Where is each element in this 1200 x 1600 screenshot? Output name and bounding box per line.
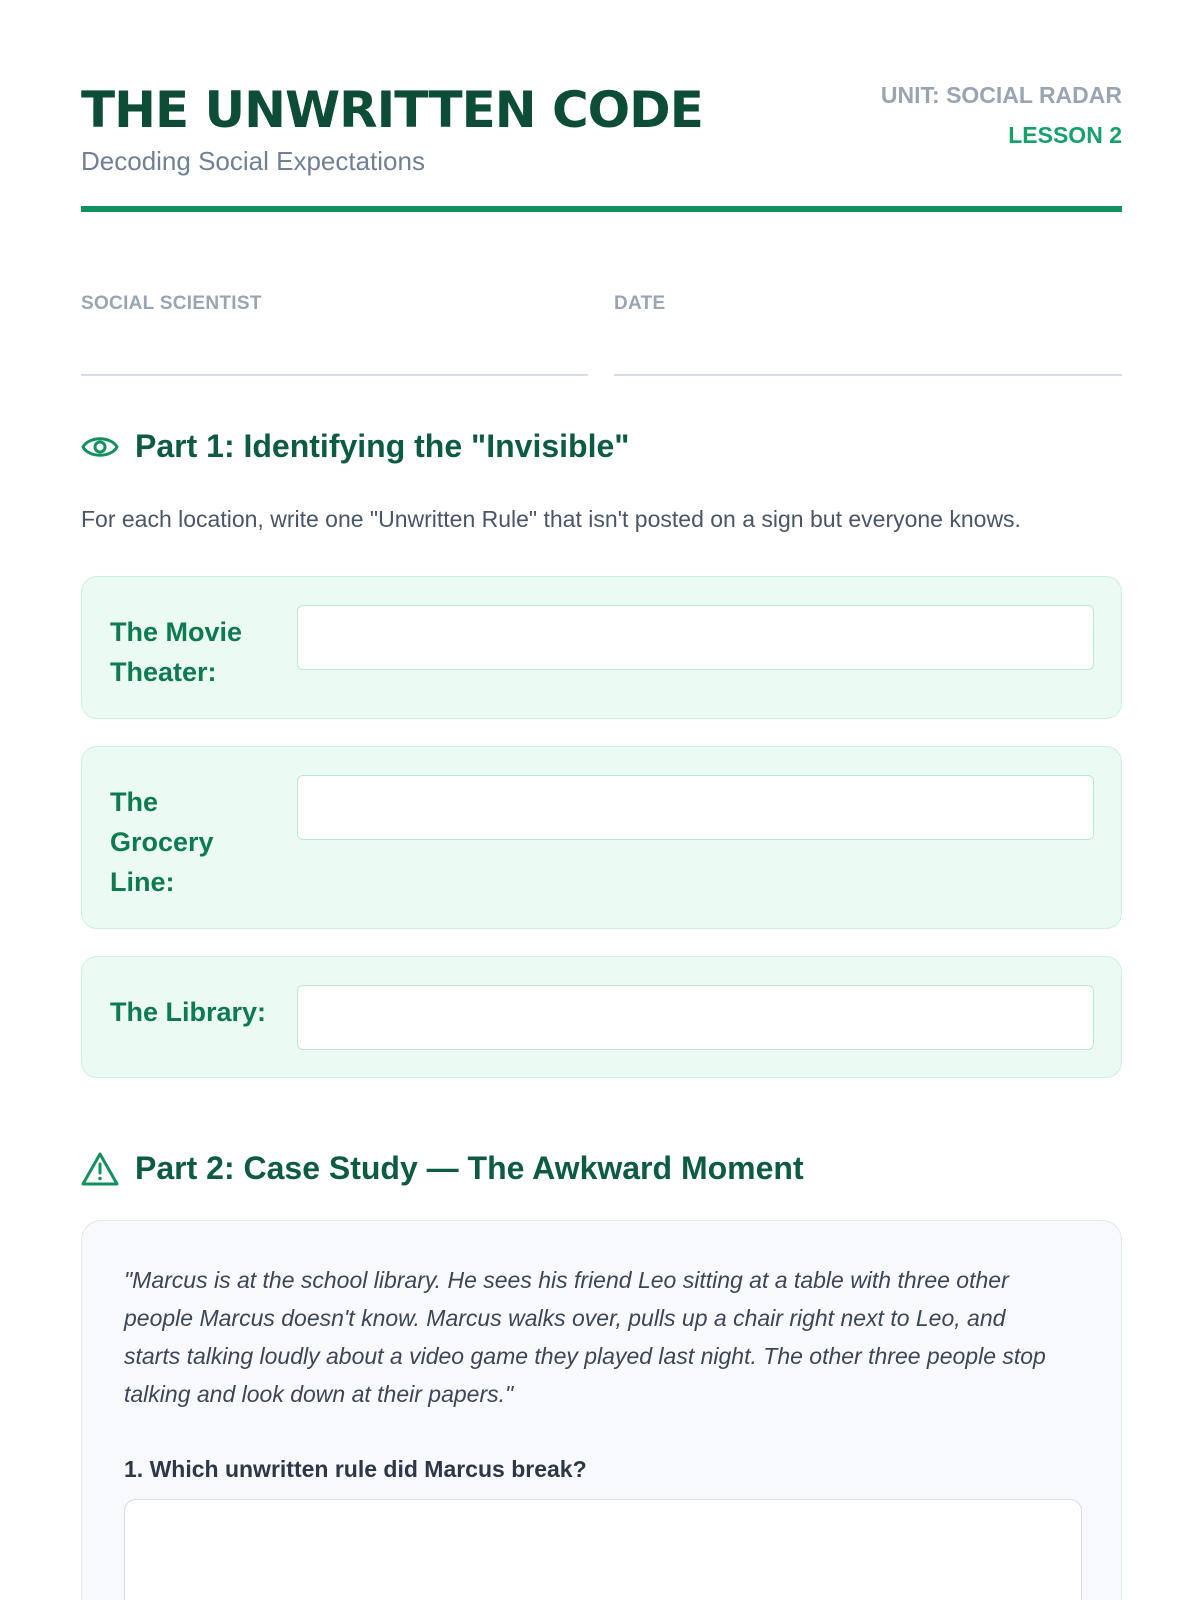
location-label: The Library: — [110, 997, 267, 1027]
worksheet-title: THE UNWRITTEN CODE — [81, 81, 703, 139]
library-rule-input[interactable] — [297, 985, 1094, 1050]
date-field[interactable] — [614, 374, 1122, 376]
location-card — [81, 746, 1122, 929]
case-study-scenario: "Marcus is at the school library. He sees his friend Leo sitting at a table with three other people Marcus doesn't know. Marcus walks over, pulls up a chair right next to Leo, and starts talking loudly about a video game they played last night. The other three people stop talking and look down at their papers." — [124, 1267, 1046, 1407]
warning-triangle-icon — [81, 1151, 119, 1187]
worksheet-subtitle: Decoding Social Expectations — [81, 146, 425, 176]
location-card — [81, 956, 1122, 1078]
part2-title: Part 2: Case Study — The Awkward Moment — [135, 1150, 804, 1186]
grocery-line-rule-input[interactable] — [297, 775, 1094, 840]
question-1: 1. Which unwritten rule did Marcus break? — [124, 1456, 587, 1482]
header-divider — [81, 206, 1122, 212]
date-label: DATE — [614, 293, 666, 314]
question-1-answer-box[interactable] — [124, 1499, 1082, 1600]
part1-title: Part 1: Identifying the "Invisible" — [135, 428, 630, 464]
social-scientist-field[interactable] — [81, 374, 588, 376]
part2-heading — [81, 1150, 804, 1187]
worksheet-header — [81, 80, 1122, 214]
social-scientist-label: SOCIAL SCIENTIST — [81, 293, 262, 314]
part1-instructions: For each location, write one "Unwritten Rule" that isn't posted on a sign but everyone knows. — [81, 506, 1021, 532]
case-study-card — [81, 1220, 1122, 1600]
location-label: The Grocery Line: — [110, 787, 214, 897]
part1-heading — [81, 428, 629, 465]
movie-theater-rule-input[interactable] — [297, 605, 1094, 670]
location-label: The Movie Theater: — [110, 617, 243, 687]
unit-label: UNIT: SOCIAL RADAR — [880, 82, 1122, 108]
location-card — [81, 576, 1122, 719]
lesson-label: LESSON 2 — [1008, 122, 1122, 148]
eye-icon — [81, 432, 119, 462]
